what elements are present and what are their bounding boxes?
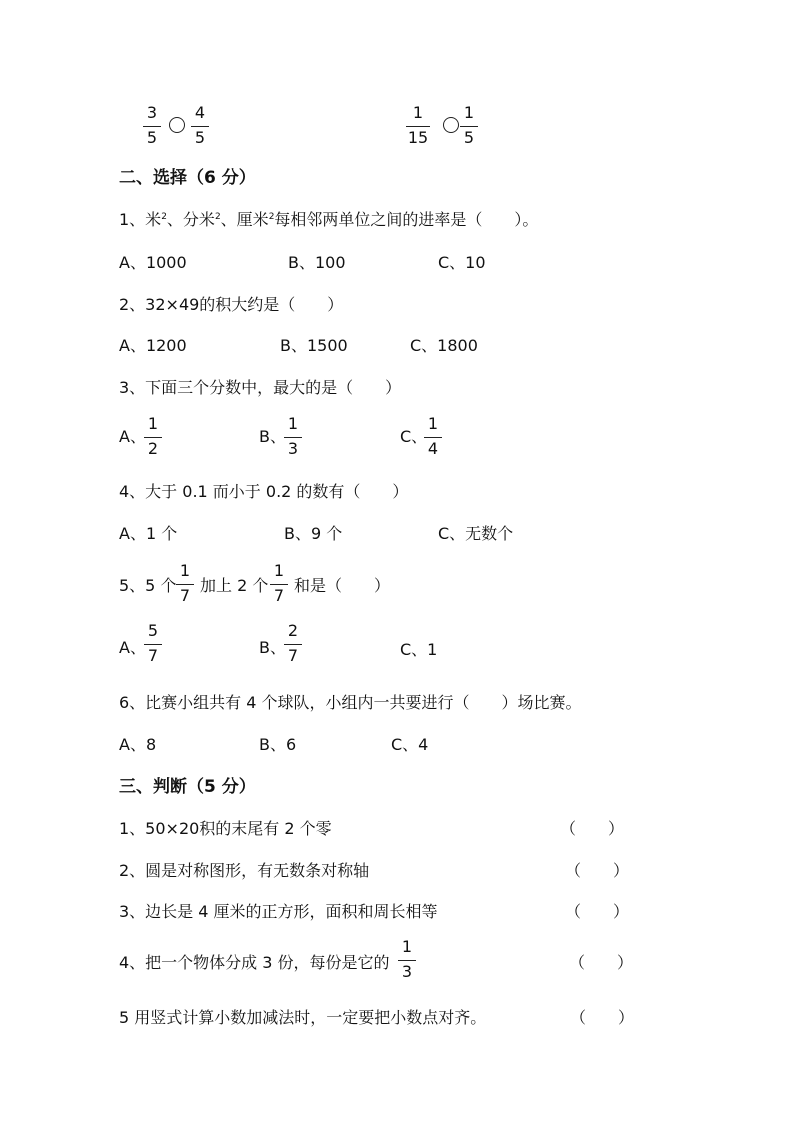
option-c[interactable]: C、1 [400, 640, 438, 659]
numerator: 1 [427, 414, 439, 433]
denominator: 3 [287, 439, 299, 458]
fraction-bar [406, 126, 430, 127]
q1-text: 、厘米 [220, 210, 269, 229]
option-b[interactable]: B、1500 [280, 336, 348, 355]
numerator: 1 [147, 414, 159, 433]
option-b[interactable]: B、9 个 [284, 524, 343, 543]
denominator: 7 [287, 646, 299, 665]
compare-circle-blank[interactable] [169, 117, 185, 133]
fraction-1-2 [144, 415, 162, 458]
question-3: 3、下面三个分数中，最大的是（ ） [119, 378, 402, 397]
numerator: 2 [287, 621, 299, 640]
option-a[interactable]: A、 [119, 427, 146, 446]
fraction-1-5 [460, 104, 478, 147]
question-1 [119, 210, 538, 230]
judge-item-3: 3、边长是 4 厘米的正方形，面积和周长相等 [119, 902, 438, 921]
judge-item-5: 5 用竖式计算小数加减法时，一定要把小数点对齐。 [119, 1008, 487, 1027]
superscript: 2 [214, 212, 221, 222]
option-c[interactable]: C、10 [438, 253, 486, 272]
option-c[interactable]: C、无数个 [438, 524, 514, 543]
judge-item-2: 2、圆是对称图形，有无数条对称轴 [119, 861, 370, 880]
numerator: 1 [179, 561, 191, 580]
denominator: 5 [194, 128, 206, 147]
compare-circle-blank[interactable] [443, 117, 459, 133]
option-c[interactable]: C、1800 [410, 336, 478, 355]
answer-blank[interactable]: （ ） [560, 819, 625, 838]
fraction-bar [144, 644, 162, 645]
fraction-bar [284, 437, 302, 438]
denominator: 5 [463, 128, 475, 147]
fraction-bar [191, 126, 209, 127]
numerator: 1 [401, 937, 413, 956]
fraction-3-5 [143, 104, 161, 147]
q1-text: 、分米 [166, 210, 215, 229]
denominator: 5 [146, 128, 158, 147]
question-5-part2: 加上 2 个 [200, 576, 269, 595]
option-a[interactable]: A、1200 [119, 336, 187, 355]
denominator: 15 [407, 128, 429, 147]
fraction-1-15 [406, 104, 430, 147]
answer-blank[interactable]: （ ） [569, 953, 634, 972]
superscript: 2 [268, 212, 275, 222]
denominator: 7 [179, 586, 191, 605]
numerator: 4 [194, 103, 206, 122]
q1-text: 每相邻两单位之间的进率是（ ）。 [274, 210, 539, 229]
fraction-1-4 [424, 415, 442, 458]
fraction-4-5 [191, 104, 209, 147]
fraction-bar [144, 437, 162, 438]
fraction-bar [460, 126, 478, 127]
option-a[interactable]: A、1000 [119, 253, 187, 272]
option-b[interactable]: B、100 [288, 253, 346, 272]
question-6: 6、比赛小组共有 4 个球队，小组内一共要进行（ ）场比赛。 [119, 693, 582, 712]
option-b[interactable]: B、 [259, 638, 286, 657]
fraction-1-3 [284, 415, 302, 458]
answer-blank[interactable]: （ ） [565, 902, 630, 921]
fraction-bar [143, 126, 161, 127]
answer-blank[interactable]: （ ） [570, 1008, 635, 1027]
fraction-bar [176, 584, 194, 585]
fraction-bar [270, 584, 288, 585]
numerator: 1 [287, 414, 299, 433]
judge-item-4: 4、把一个物体分成 3 份，每份是它的 [119, 953, 390, 972]
denominator: 7 [273, 586, 285, 605]
answer-blank[interactable]: （ ） [565, 861, 630, 880]
section-title-judge: 三、判断（5 分） [119, 777, 256, 797]
superscript: 2 [161, 212, 167, 222]
numerator: 5 [147, 621, 159, 640]
denominator: 7 [147, 646, 159, 665]
fraction-1-7 [270, 562, 288, 605]
fraction-bar [284, 644, 302, 645]
q1-text: 1、米 [119, 210, 162, 229]
question-4: 4、大于 0.1 而小于 0.2 的数有（ ） [119, 482, 409, 501]
denominator: 2 [147, 439, 159, 458]
section-title-choice: 二、选择（6 分） [119, 168, 256, 188]
fraction-bar [424, 437, 442, 438]
question-5-part3: 和是（ ） [294, 576, 391, 595]
fraction-1-7 [176, 562, 194, 605]
denominator: 4 [427, 439, 439, 458]
question-2: 2、32×49的积大约是（ ） [119, 295, 344, 314]
numerator: 3 [146, 103, 158, 122]
option-b[interactable]: B、6 [259, 735, 297, 754]
option-c[interactable]: C、4 [391, 735, 429, 754]
denominator: 3 [401, 962, 413, 981]
judge-item-1: 1、50×20积的末尾有 2 个零 [119, 819, 332, 838]
option-a[interactable]: A、8 [119, 735, 157, 754]
fraction-2-7 [284, 622, 302, 665]
numerator: 1 [412, 103, 424, 122]
numerator: 1 [273, 561, 285, 580]
fraction-5-7 [144, 622, 162, 665]
option-c[interactable]: C、 [400, 427, 428, 446]
numerator: 1 [463, 103, 475, 122]
option-b[interactable]: B、 [259, 427, 286, 446]
question-5-part1: 5、5 个 [119, 576, 177, 595]
fraction-1-3 [398, 938, 416, 981]
fraction-bar [398, 960, 416, 961]
option-a[interactable]: A、 [119, 638, 146, 657]
option-a[interactable]: A、1 个 [119, 524, 178, 543]
